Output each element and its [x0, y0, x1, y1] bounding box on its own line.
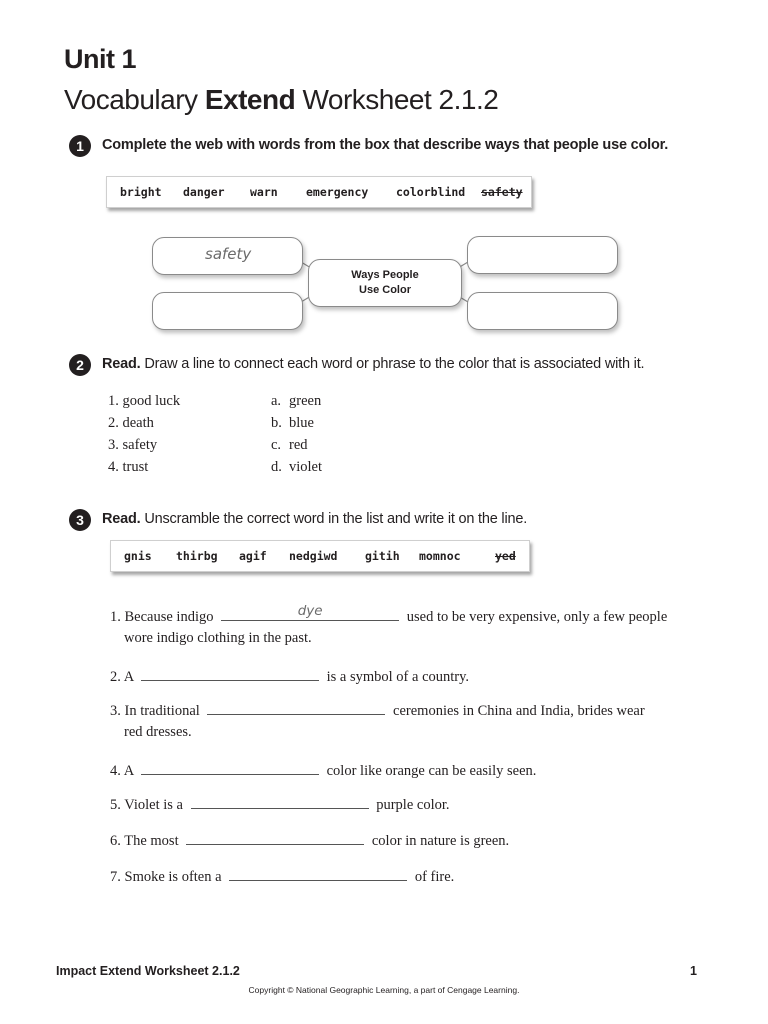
answer-blank-1[interactable]: dye: [221, 606, 399, 621]
word-box-item: nedgiwd: [289, 549, 338, 563]
word-box-item: warn: [250, 185, 278, 199]
section-2-number: 2: [69, 354, 91, 376]
word-box-item: gitih: [365, 549, 400, 563]
word-box-item-struck: yed: [495, 549, 516, 563]
matching-right-item: c. red: [271, 437, 308, 453]
sentence-5: 5. Violet is a purple color.: [110, 794, 450, 814]
matching-left-item: 2. death: [108, 415, 154, 431]
answer-blank-7[interactable]: [229, 866, 407, 881]
web-answer-box-top-right[interactable]: [467, 236, 618, 274]
matching-left-item: 3. safety: [108, 437, 158, 453]
sentence-3: 3. In traditional ceremonies in China and India, brides wear: [110, 700, 645, 720]
web-center-line-1: Ways People: [351, 269, 419, 281]
unit-heading: Unit 1: [64, 44, 137, 74]
sentence-1: 1. Because indigo dye used to be very expensive, only a few people: [110, 603, 668, 625]
word-box-item: bright: [120, 185, 162, 199]
matching-right-item: b. blue: [271, 415, 314, 431]
word-box-item: colorblind: [396, 185, 466, 199]
section-1-instruction: Complete the web with words from the box that describe ways that people use color.: [102, 137, 669, 153]
web-center-node: [308, 259, 462, 307]
matching-left-item: 4. trust: [108, 459, 149, 475]
sentence-7: 7. Smoke is often a of fire.: [110, 866, 454, 886]
web-answer-text: safety: [205, 245, 252, 263]
section-2-instruction: Read. Draw a line to connect each word or phrase to the color that is associated with it.: [102, 356, 645, 372]
sentence-1-continued: wore indigo clothing in the past.: [124, 630, 312, 646]
word-box-item: momnoc: [419, 549, 461, 563]
sentence-6: 6. The most color in nature is green.: [110, 830, 509, 850]
answer-blank-2[interactable]: [141, 666, 319, 681]
answer-blank-5[interactable]: [191, 794, 369, 809]
sentence-4: 4. A color like orange can be easily seen.: [110, 760, 536, 780]
footer-worksheet-name: Impact Extend Worksheet 2.1.2: [56, 964, 240, 978]
matching-right-item: a. green: [271, 393, 322, 409]
matching-left-list: [108, 390, 180, 478]
web-answer-box-bottom-left[interactable]: [152, 292, 303, 330]
word-box-3: [110, 540, 530, 572]
matching-left-item: 1. good luck: [108, 393, 181, 409]
word-box-item: agif: [239, 549, 267, 563]
word-box-item: emergency: [306, 185, 369, 199]
sentence-3-continued: red dresses.: [124, 724, 192, 740]
section-1-number: 1: [69, 135, 91, 157]
word-box-item: thirbg: [176, 549, 218, 563]
web-center-line-2: Use Color: [359, 284, 411, 296]
section-3-number: 3: [69, 509, 91, 531]
matching-right-item: d. violet: [271, 459, 323, 475]
answer-blank-4[interactable]: [141, 760, 319, 775]
section-3-instruction: Read. Unscramble the correct word in the list and write it on the line.: [102, 511, 528, 527]
word-box-item: gnis: [124, 549, 152, 563]
matching-right-list: [271, 390, 322, 478]
footer-page-number: 1: [690, 964, 697, 978]
word-box-item: danger: [183, 185, 225, 199]
word-box-item-struck: safety: [481, 185, 523, 199]
footer-copyright: Copyright © National Geographic Learning, a part of Cengage Learning.: [248, 985, 520, 995]
sentence-2: 2. A is a symbol of a country.: [110, 666, 469, 686]
answer-blank-3[interactable]: [207, 700, 385, 715]
web-answer-box-top-left[interactable]: [152, 237, 303, 275]
answer-blank-6[interactable]: [186, 830, 364, 845]
worksheet-title: Vocabulary Extend Worksheet 2.1.2: [64, 84, 499, 115]
web-answer-box-bottom-right[interactable]: [467, 292, 618, 330]
